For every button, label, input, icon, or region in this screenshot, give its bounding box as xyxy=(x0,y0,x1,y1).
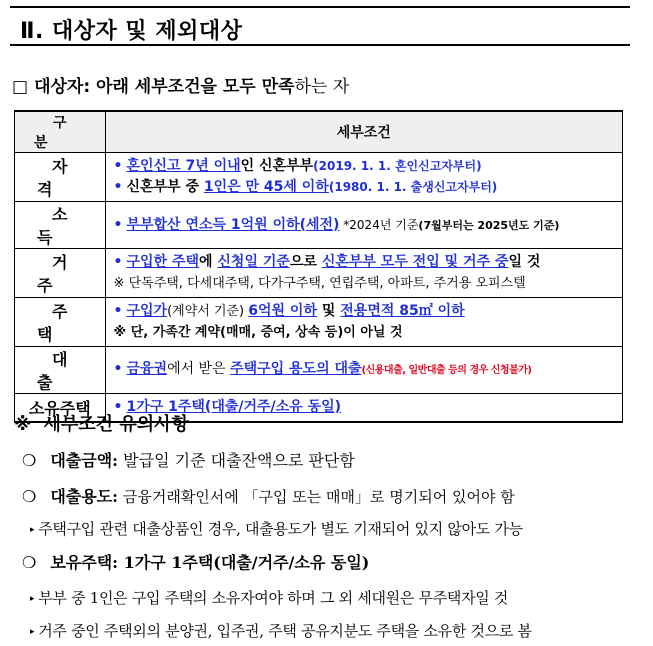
row-label-house: 주택 xyxy=(15,298,106,347)
note-sub-item xyxy=(30,587,508,608)
checkbox-square-icon: □ xyxy=(12,77,29,97)
row-label-income: 소득 xyxy=(15,202,106,249)
contract-basis: (계약서 기준) xyxy=(167,304,249,319)
condition-note xyxy=(114,273,616,294)
notes-heading xyxy=(14,410,644,436)
table-row xyxy=(15,202,623,249)
note-item xyxy=(22,484,515,507)
one-house-rule: 1가구 1주택(대출/거주/소유 동일) xyxy=(126,399,342,415)
note-label: 대출용도: xyxy=(50,487,119,506)
page-title: Ⅱ. 대상자 및 제외대상 xyxy=(20,19,243,44)
header-category: 구분 xyxy=(15,111,106,153)
note-item xyxy=(22,448,355,471)
row-cell-loan xyxy=(105,347,622,394)
row-label-residence: 거주 xyxy=(15,249,106,298)
bullet-icon: • xyxy=(113,361,123,377)
note-label: 보유주택: 1가구 1주택(대출/거주/소유 동일) xyxy=(50,553,370,572)
bullet-icon: • xyxy=(113,216,123,233)
title-frame xyxy=(10,6,630,46)
circle-bullet-icon: ❍ xyxy=(22,487,37,506)
area-limit: 전용면적 85㎡ 이하 xyxy=(340,303,465,319)
income-year-note: *2024년 기준 xyxy=(339,217,419,232)
note-text: 부부 중 1인은 구입 주택의 소유자여야 하며 그 외 세대원은 무주택자일 것 xyxy=(38,589,509,607)
note-text: 주택구입 관련 대출상품인 경우, 대출용도가 별도 기재되어 있지 않아도 가능 xyxy=(38,520,523,538)
move-in-condition: 신혼부부 모두 전입 및 거주 중 xyxy=(321,254,509,270)
circle-bullet-icon: ❍ xyxy=(22,451,37,470)
triangle-bullet-icon: ▸ xyxy=(30,594,35,604)
loan-text: 에서 받은 xyxy=(167,361,231,377)
subhead-bold: 대상자: 아래 세부조건을 모두 만족 xyxy=(34,77,295,97)
table-header-row xyxy=(15,111,623,153)
row-cell-qualification xyxy=(105,153,622,202)
circle-bullet-icon: ❍ xyxy=(22,553,37,572)
reference-mark-icon: ※ xyxy=(14,414,32,435)
bullet-icon: • xyxy=(113,254,123,270)
price-limit: 6억원 이하 xyxy=(248,303,317,319)
bullet-icon: • xyxy=(113,158,123,174)
note-text: 금융거래확인서에 「구입 또는 매매」로 명기되어 있어야 함 xyxy=(118,488,515,506)
financial-institution: 금융권 xyxy=(126,361,168,377)
marriage-period: 혼인신고 7년 이내 xyxy=(126,158,241,174)
row-label-qualification: 자격 xyxy=(15,153,106,202)
bullet-icon: • xyxy=(113,179,123,195)
table-row xyxy=(15,249,623,298)
condition-note xyxy=(114,322,616,343)
condition-line xyxy=(114,177,616,198)
and-text: 및 xyxy=(316,303,341,319)
marriage-date-note: (2019. 1. 1. 혼인신고자부터) xyxy=(313,159,482,173)
spouse-text: 신혼부부 중 xyxy=(126,179,204,195)
application-date: 신청일 기준 xyxy=(217,254,290,270)
row-cell-house xyxy=(105,298,622,347)
newlywed-text: 인 신혼부부 xyxy=(240,158,314,174)
bullet-icon: • xyxy=(113,399,123,415)
row-cell-residence xyxy=(105,249,622,298)
header-conditions: 세부조건 xyxy=(105,111,622,153)
income-limit: 부부합산 연소득 1억원 이하(세전) xyxy=(126,216,340,233)
residence-text-1: 에 xyxy=(198,254,218,270)
table-row xyxy=(15,298,623,347)
family-contract-exclusion: 단, 가족간 계약(매매, 증여, 상속 등)이 아닐 것 xyxy=(130,325,403,340)
condition-line xyxy=(114,301,616,322)
note-sub-item xyxy=(30,518,523,539)
notes-heading-text: 세부조건 유의사항 xyxy=(43,414,189,435)
residence-text-2: 으로 xyxy=(289,254,322,270)
purchased-house: 구입한 주택 xyxy=(126,254,199,270)
table-row xyxy=(15,153,623,202)
condition-line xyxy=(114,252,616,273)
birth-date-note: (1980. 1. 1. 출생신고자부터) xyxy=(328,180,498,194)
residence-text-3: 일 것 xyxy=(508,254,541,270)
table-row xyxy=(15,347,623,394)
note-sub-item xyxy=(30,620,532,641)
notes-section xyxy=(14,410,644,436)
note-text: 발급일 기준 대출잔액으로 판단함 xyxy=(118,451,355,470)
triangle-bullet-icon: ▸ xyxy=(30,627,35,637)
triangle-bullet-icon: ▸ xyxy=(30,525,35,535)
purchase-price: 구입가 xyxy=(126,303,168,319)
row-cell-income xyxy=(105,202,622,249)
conditions-table xyxy=(14,110,623,423)
note-item xyxy=(22,550,369,573)
condition-line xyxy=(114,156,616,177)
loan-purpose: 주택구입 용도의 대출 xyxy=(230,361,362,377)
note-label: 대출금액: xyxy=(50,451,119,470)
row-label-owned-house: 소유주택 xyxy=(15,394,106,423)
age-limit: 1인은 만 45세 이하 xyxy=(203,179,329,195)
row-label-loan: 대출 xyxy=(15,347,106,394)
loan-exclusion-note: (신용대출, 일반대출 등의 경우 신청불가) xyxy=(361,365,532,376)
subhead-normal: 하는 자 xyxy=(294,77,350,97)
reference-mark-icon: ※ xyxy=(113,325,127,340)
bullet-icon: • xyxy=(113,303,123,319)
reference-mark-icon: ※ xyxy=(113,276,125,291)
housing-types: 단독주택, 다세대주택, 다가구주택, 연립주택, 아파트, 주거용 오피스텔 xyxy=(128,276,526,291)
target-subheading xyxy=(12,72,349,97)
income-july-note: (7월부터는 2025년도 기준) xyxy=(418,218,560,232)
note-text: 거주 중인 주택외의 분양권, 입주권, 주택 공유지분도 주택을 소유한 것으로 봄 xyxy=(38,622,532,640)
